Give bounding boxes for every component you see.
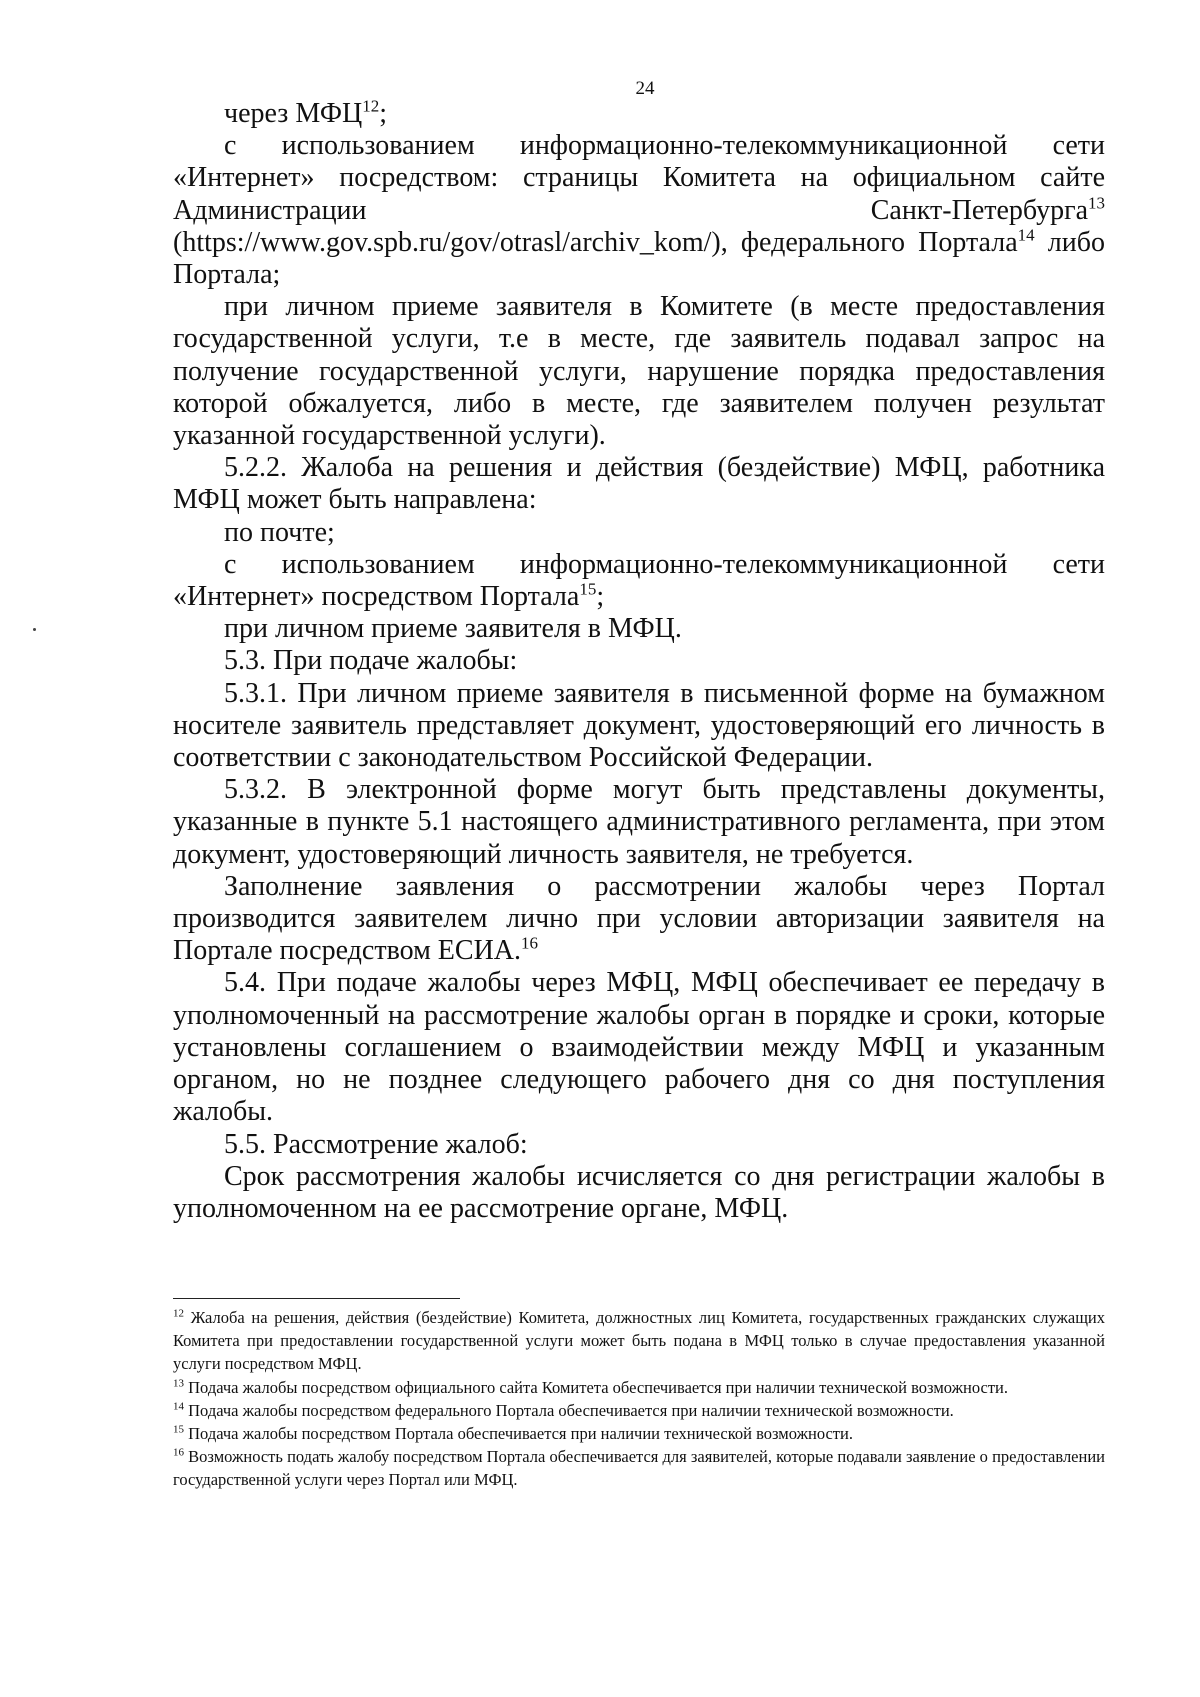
- footnote-ref-13: 13: [1088, 193, 1105, 213]
- paragraph-5-4: 5.4. При подаче жалобы через МФЦ, МФЦ обеспечивает ее передачу в уполномоченный на рассмотрение жалобы орган в порядке и сроки, которые установлены соглашением о взаимодействии между МФЦ и указанным органом, но не позднее следующего рабочего дня со дня поступления жалобы.: [173, 967, 1105, 1128]
- page-number: 24: [635, 78, 655, 99]
- main-text: [173, 98, 1105, 1225]
- scan-speck: [33, 628, 36, 631]
- paragraph-url-portal: (https://www.gov.spb.ru/gov/otrasl/archiv_kom/), федерального Портала$^{14}$ либо Портала;: [173, 225, 1105, 291]
- paragraph-5-3-2: 5.3.2. В электронной форме могут быть представлены документы, указанные в пункте 5.1 настоящего административного регламента, при этом документ, удостоверяющий личность заявителя, не требуется.: [173, 774, 1105, 870]
- footnote-ref-12: 12: [362, 96, 380, 116]
- paragraph-5-5: 5.5. Рассмотрение жалоб:: [224, 1128, 528, 1160]
- footnote-13: $^{13}$ Подача жалобы посредством официального сайта Комитета обеспечивается при наличии технической возможности.: [173, 1377, 1009, 1397]
- footnotes: [173, 1306, 1105, 1492]
- footnote-divider: [173, 1298, 460, 1299]
- paragraph-internet-channel: с использованием информационно-телекоммуникационной сети «Интернет» посредством: страницы Комитета на официальном сайте Администрации Санкт-Петербурга$^{13}$: [173, 130, 1105, 226]
- paragraph-5-3: 5.3. При подаче жалобы:: [224, 645, 518, 677]
- paragraph-by-mail: по почте;: [224, 516, 335, 548]
- paragraph-review-term: Срок рассмотрения жалобы исчисляется со дня регистрации жалобы в уполномоченном на ее рассмотрение органе, МФЦ.: [173, 1160, 1105, 1224]
- paragraph-5-3-1: 5.3.1. При личном приеме заявителя в письменной форме на бумажном носителе заявитель представляет документ, удостоверяющий его личность в соответствии с законодательством Российской Федерации.: [173, 677, 1105, 774]
- paragraph-via-mfc: через МФЦ$^{12}$;: [224, 96, 387, 129]
- paragraph-internet-portal: с использованием информационно-телекоммуникационной сети «Интернет» посредством Портала$^{15}$;: [173, 548, 1105, 613]
- paragraph-portal-filling: Заполнение заявления о рассмотрении жалобы через Портал производится заявителем лично при условии авторизации заявителя на Портале посредством ЕСИА.$^{16}$: [173, 870, 1105, 967]
- footnote-16: $^{16}$ Возможность подать жалобу посредством Портала обеспечивается для заявителей, которые подавали заявление о предоставлении государственной услуги через Портал или МФЦ.: [173, 1446, 1105, 1490]
- paragraph-personal-reception-committee: при личном приеме заявителя в Комитете (в месте предоставления государственной услуги, т.е в месте, где заявитель подавал запрос на получение государственной услуги, нарушение порядка предоставления которой обжалуется, либо в месте, где заявителем получен результат указанной государственной услуги).: [173, 291, 1105, 452]
- footnote-ref-16: 16: [521, 933, 539, 953]
- footnote-ref-14: 14: [1017, 225, 1035, 245]
- footnote-ref-15: 15: [579, 579, 597, 599]
- footnote-15: $^{15}$ Подача жалобы посредством Портала обеспечивается при наличии технической возможности.: [173, 1423, 853, 1444]
- paragraph-5-2-2: 5.2.2. Жалоба на решения и действия (бездействие) МФЦ, работника МФЦ может быть направлена:: [173, 452, 1105, 516]
- footnote-12: $^{12}$ Жалоба на решения, действия (бездействие) Комитета, должностных лиц Комитета, государственных гражданских служащих Комитета при предоставлении государственной услуги может быть подана в МФЦ только в случае предоставления указанной услуги посредством МФЦ.: [173, 1307, 1105, 1374]
- footnote-14: $^{14}$ Подача жалобы посредством федерального Портала обеспечивается при наличии технической возможности.: [173, 1400, 954, 1420]
- paragraph-personal-reception-mfc: при личном приеме заявителя в МФЦ.: [224, 613, 682, 645]
